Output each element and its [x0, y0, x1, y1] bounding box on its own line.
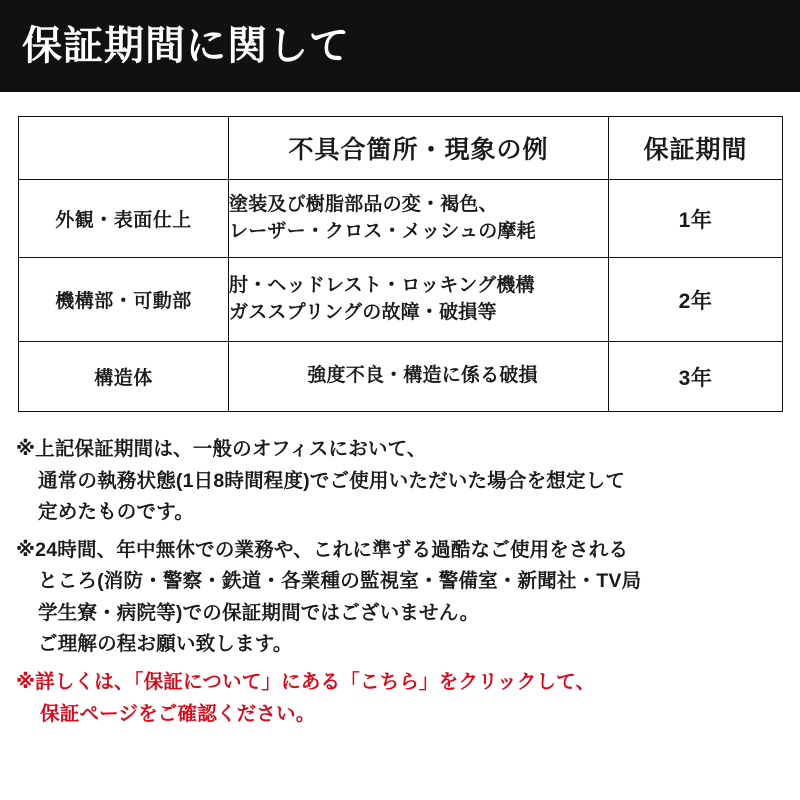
- row-label-appearance: 外観・表面仕上: [19, 180, 229, 258]
- note-usage-assumption: [16, 434, 784, 529]
- table-header-row: [19, 117, 783, 180]
- warranty-table-wrapper: [0, 92, 800, 412]
- row-description-line: 塗装及び樹脂部品の変・褐色、: [229, 194, 498, 216]
- row-description-line: ガススプリングの故障・破損等: [229, 301, 497, 323]
- row-period-mechanism: 2年: [609, 258, 783, 342]
- note-line: ご理解の程お願い致します。: [38, 633, 293, 656]
- note-line: ※上記保証期間は、一般のオフィスにおいて、: [16, 438, 427, 460]
- page-header: [0, 0, 800, 92]
- row-description-mechanism: [229, 258, 609, 342]
- note-line: ※24時間、年中無休での業務や、これに準ずる過酷なご使用をされる: [16, 538, 629, 561]
- note-line: 通常の執務状態(1日8時間程度)でご使用いただいた場合を想定して: [38, 469, 626, 492]
- row-period-structure: 3年: [609, 342, 783, 412]
- row-description-line: 肘・ヘッドレスト・ロッキング機構: [229, 275, 535, 297]
- row-label-mechanism: 機構部・可動部: [19, 258, 229, 342]
- row-description-structure: [229, 342, 609, 412]
- table-row: [19, 258, 783, 342]
- note-line: 学生寮・病院等)での保証期間ではございません。: [38, 601, 480, 624]
- table-row: [19, 342, 783, 412]
- table-header-period: 保証期間: [609, 117, 783, 180]
- row-label-structure: 構造体: [19, 342, 229, 412]
- note-line: 定めたものです。: [38, 501, 195, 524]
- row-period-appearance: 1年: [609, 180, 783, 258]
- note-exclusions: [16, 535, 784, 661]
- table-header-symptom: 不具合箇所・現象の例: [229, 117, 609, 180]
- note-line: ところ(消防・警察・鉄道・各業種の監視室・警備室・新聞社・TV局: [38, 570, 642, 593]
- row-description-line: 強度不良・構造に係る破損: [307, 365, 538, 387]
- row-description-appearance: [229, 180, 609, 258]
- warranty-table: [18, 116, 783, 412]
- notes-section: [0, 412, 800, 730]
- row-description-line: レーザー・クロス・メッシュの摩耗: [229, 220, 536, 242]
- note-line: 保証ページをご確認ください。: [40, 702, 316, 725]
- note-warranty-link: [16, 667, 784, 730]
- table-header-blank: [19, 117, 229, 180]
- table-row: [19, 180, 783, 258]
- page-title: 保証期間に関して: [22, 24, 350, 68]
- note-line: ※詳しくは、「保証について」にある「こちら」をクリックして、: [16, 671, 596, 694]
